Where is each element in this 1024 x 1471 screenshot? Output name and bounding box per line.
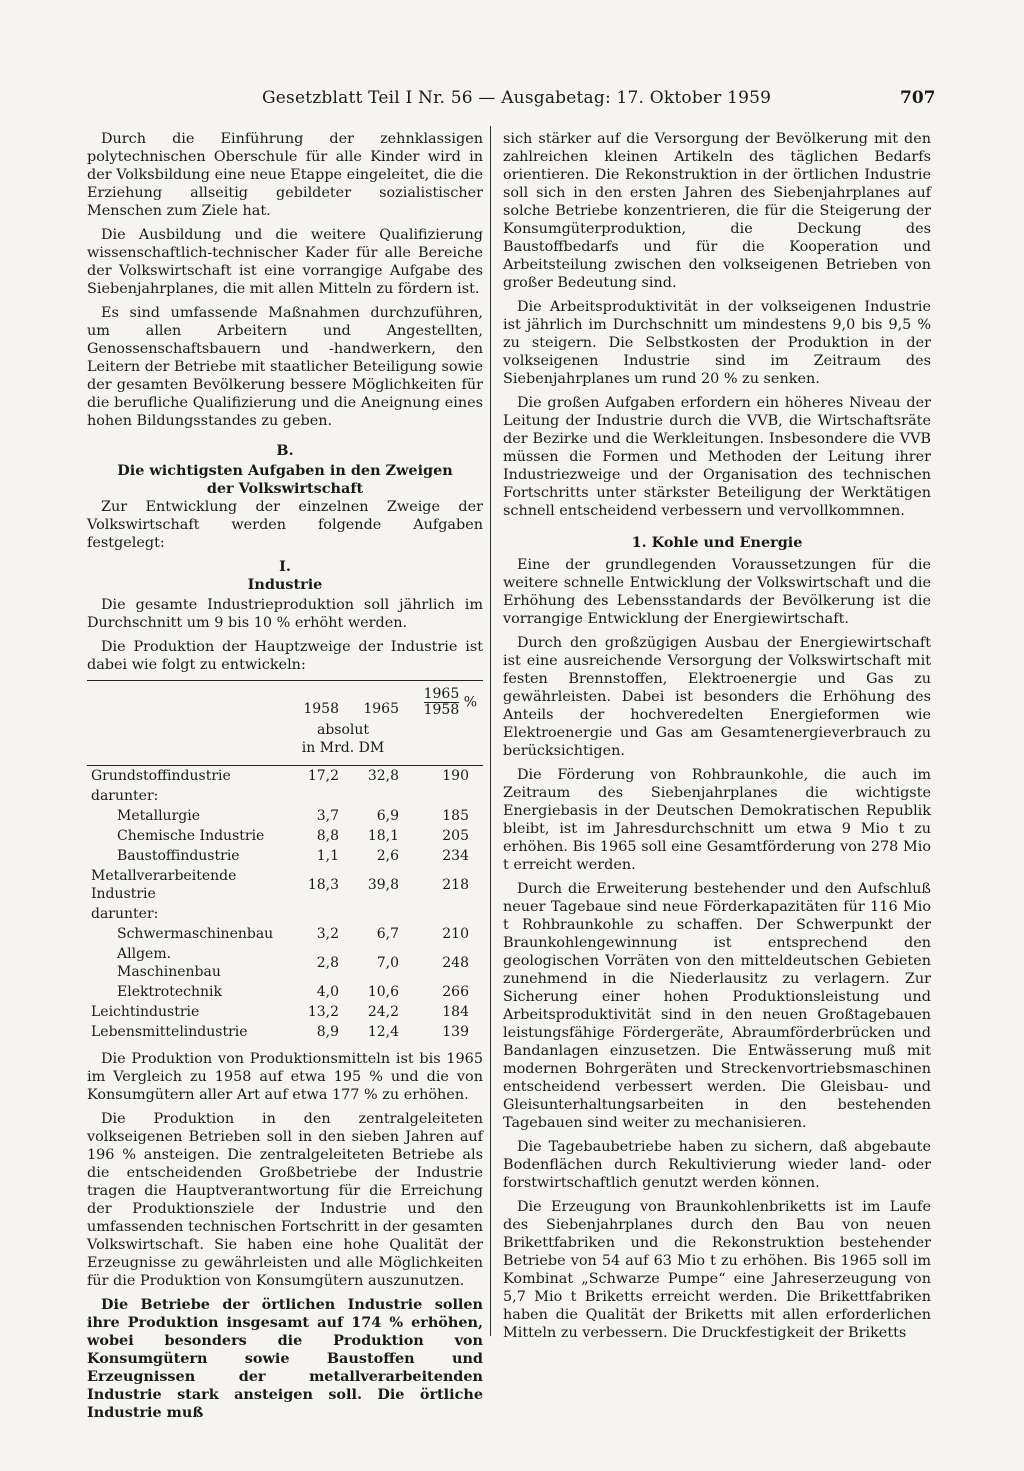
paragraph: Es sind umfassende Maßnahmen durchzuführen, um allen Arbeitern und Angestellten, Genossenschaftsbauern und -handwerkern, den Leitern der Betriebe mit staatlicher Beteiligung sowie der gesamten Bevölkerung bessere Möglichkeiten für die berufliche Qualifizierung und die Aneignung eines hohen Bildungsstandes zu geben. bbox=[87, 305, 483, 429]
value-percent: 266 bbox=[442, 984, 469, 1000]
value-percent: 185 bbox=[442, 808, 469, 824]
row-label: Leichtindustrie bbox=[91, 1004, 200, 1020]
column-header-1965: 1965 bbox=[343, 681, 403, 721]
paragraph: Zur Entwicklung der einzelnen Zweige der Volkswirtschaft werden folgende Aufgaben festgelegt: bbox=[87, 499, 483, 551]
value-percent: 218 bbox=[442, 877, 469, 893]
header-title: Gesetzblatt Teil I Nr. 56 — Ausgabetag: 17. Oktober 1959 bbox=[262, 88, 772, 108]
unit-line-2: in Mrd. DM bbox=[301, 740, 385, 756]
value-1958 bbox=[283, 786, 343, 806]
table-row bbox=[87, 866, 483, 904]
table-row bbox=[87, 846, 483, 866]
page-number: 707 bbox=[900, 88, 936, 108]
right-column bbox=[503, 130, 931, 1348]
paragraph: Die gesamte Industrieproduktion soll jährlich im Durchschnitt um 9 bis 10 % erhöht werden. bbox=[87, 597, 483, 631]
value-1958: 8,8 bbox=[316, 828, 339, 844]
table-header-row bbox=[87, 681, 483, 721]
paragraph: Durch den großzügigen Ausbau der Energiewirtschaft ist eine ausreichende Versorgung der Volkswirtschaft mit festen Brennstoffen, Elektroenergie und Gas zu gewährleisten. Dabei ist besonders die Erhöhung des Anteils der hochveredelten Energieformen wie Elektroenergie und Gas am Gesamtenergieverbrauch zu berücksichtigen. bbox=[503, 635, 931, 759]
value-percent: 184 bbox=[442, 1004, 469, 1020]
table-row bbox=[87, 806, 483, 826]
paragraph: Die Erzeugung von Braunkohlenbriketts ist im Laufe des Siebenjahrplanes durch den Bau von neuen Brikettfabriken und die Rekonstruktion bestehender Betriebe von 54 auf 63 Mio t zu erhöhen. Bis 1965 soll im Kombinat „Schwarze Pumpe“ eine Jahreserzeugung von 5,7 Mio t Briketts erreicht werden. Die Brikettfabriken haben die Qualität der Briketts mit allen erforderlichen Mitteln zu verbessern. Die Druckfestigkeit der Briketts bbox=[503, 1199, 931, 1341]
row-label: Metallurgie bbox=[117, 808, 200, 824]
paragraph: Die Produktion von Produktionsmitteln ist bis 1965 im Vergleich zu 1958 auf etwa 195 % und die von Konsumgütern aller Art auf etwa 177 % zu erhöhen. bbox=[87, 1051, 483, 1103]
paragraph: Die Förderung von Rohbraunkohle, die auch im Zeitraum des Siebenjahrplanes die wichtigste Energiebasis in der Deutschen Demokratischen Republik bleibt, ist im Jahresdurchschnitt um etwa 9 Mio t zu erhöhen. Bis 1965 soll eine Gesamtförderung von 278 Mio t erreicht werden. bbox=[503, 767, 931, 873]
section-title: 1. Kohle und Energie bbox=[631, 534, 803, 551]
value-1958: 4,0 bbox=[316, 984, 339, 1000]
subsection-title: Industrie bbox=[247, 576, 323, 593]
ratio-fraction bbox=[424, 687, 460, 718]
left-column bbox=[87, 130, 483, 1428]
table-row bbox=[87, 766, 483, 787]
value-1958: 3,2 bbox=[316, 926, 339, 942]
value-1965: 7,0 bbox=[376, 955, 399, 971]
row-label: darunter: bbox=[91, 788, 159, 804]
value-1958: 1,1 bbox=[316, 848, 339, 864]
paragraph: Eine der grundlegenden Voraussetzungen für die weitere schnelle Entwicklung der Volkswirtschaft und die Erhöhung des Lebensstandards der Bevölkerung ist die vorrangige Entwicklung der Energiewirtschaft. bbox=[503, 557, 931, 627]
row-label: darunter: bbox=[91, 906, 159, 922]
value-percent: 139 bbox=[442, 1024, 469, 1040]
ratio-unit: % bbox=[463, 694, 477, 711]
table-body bbox=[87, 766, 483, 1043]
value-percent bbox=[403, 904, 483, 924]
value-percent: 210 bbox=[442, 926, 469, 942]
row-label: Metallverarbeitende Industrie bbox=[91, 868, 237, 902]
paragraph: sich stärker auf die Versorgung der Bevölkerung mit den zahlreichen kleinen Artikeln des täglichen Bedarfs orientieren. Die Rekonstruktion in der örtlichen Industrie soll sich in den ersten Jahren des Siebenjahrplanes auf solche Betriebe konzentrieren, die für die Steigerung der Konsumgüterproduktion, die Deckung des Baustoffbedarfs und für die Kooperation und Arbeitsteilung zwischen den volkseigenen Betrieben von großer Bedeutung sind. bbox=[503, 131, 931, 291]
value-1965 bbox=[343, 786, 403, 806]
row-label: Chemische Industrie bbox=[117, 828, 265, 844]
column-divider bbox=[490, 126, 491, 1336]
value-percent: 248 bbox=[442, 955, 469, 971]
value-1965: 10,6 bbox=[367, 984, 399, 1000]
table-row bbox=[87, 904, 483, 924]
paragraph: Die Produktion der Hauptzweige der Industrie ist dabei wie folgt zu entwickeln: bbox=[87, 639, 483, 673]
value-1965: 6,7 bbox=[376, 926, 399, 942]
row-label: Baustoffindustrie bbox=[117, 848, 240, 864]
value-1958: 3,7 bbox=[316, 808, 339, 824]
row-label: Elektrotechnik bbox=[117, 984, 222, 1000]
ratio-numerator: 1965 bbox=[423, 686, 460, 702]
value-1958: 8,9 bbox=[316, 1024, 339, 1040]
table-row bbox=[87, 982, 483, 1002]
paragraph: Durch die Einführung der zehnklassigen polytechnischen Oberschule für alle Kinder wird in der Volksbildung eine neue Etappe eingeleitet, die die Erziehung allseitig gebildeter sozialistischer Menschen zum Ziele hat. bbox=[87, 131, 483, 219]
value-percent: 190 bbox=[442, 768, 469, 784]
value-percent bbox=[403, 786, 483, 806]
paragraph: Die Arbeitsproduktivität in der volkseigenen Industrie ist jährlich im Durchschnitt um mindestens 9,0 bis 9,5 % zu steigern. Die Selbstkosten der Produktion in der volkseigenen Industrie sind im Zeitraum des Siebenjahrplanes um rund 20 % zu senken. bbox=[503, 299, 931, 387]
value-1958 bbox=[283, 904, 343, 924]
table-row bbox=[87, 826, 483, 846]
page-header bbox=[0, 88, 1024, 114]
section-title: Die wichtigsten Aufgaben in den Zweigen der Volkswirtschaft bbox=[117, 462, 453, 497]
production-table bbox=[87, 680, 483, 1042]
row-label: Grundstoffindustrie bbox=[91, 768, 231, 784]
value-1965: 2,6 bbox=[376, 848, 399, 864]
paragraph: Die großen Aufgaben erfordern ein höheres Niveau der Leitung der Industrie durch die VVB, die Wirtschaftsräte der Bezirke und die Werkleitungen. Insbesondere die VVB müssen die Formen und Methoden der Leitung ihrer Industriezweige und der Organisation des technischen Fortschritts unter stärkster Beteiligung der Werktätigen schnell entscheidend verbessern und vervollkommnen. bbox=[503, 395, 931, 519]
value-1965: 39,8 bbox=[367, 877, 399, 893]
value-1958: 13,2 bbox=[307, 1004, 339, 1020]
row-label: Lebensmittelindustrie bbox=[91, 1024, 248, 1040]
table-row bbox=[87, 786, 483, 806]
value-1965: 32,8 bbox=[367, 768, 399, 784]
value-1958: 18,3 bbox=[307, 877, 339, 893]
value-1965: 6,9 bbox=[376, 808, 399, 824]
subsection-numeral: I. bbox=[279, 558, 291, 575]
value-1965: 24,2 bbox=[367, 1004, 399, 1020]
value-percent: 205 bbox=[442, 828, 469, 844]
value-percent: 234 bbox=[442, 848, 469, 864]
section-letter: B. bbox=[276, 442, 294, 459]
paragraph: Die Produktion in den zentralgeleiteten volkseigenen Betrieben soll in den sieben Jahren auf 196 % ansteigen. Die zentralgeleiteten Betriebe als die entscheidenden Großbetriebe der Industrie tragen die Hauptverantwortung für die Erreichung der Produktionsziele der Industrie und den umfassenden technischen Fortschritt in der gesamten Volkswirtschaft. Sie haben eine hohe Qualität der Erzeugnisse zu gewährleisten und alle Möglichkeiten für die Produktion von Konsumgütern auszunutzen. bbox=[87, 1111, 483, 1289]
paragraph: Die Ausbildung und die weitere Qualifizierung wissenschaftlich-technischer Kader für alle Bereiche der Volkswirtschaft ist eine vorrangige Aufgabe des Siebenjahrplanes, die mit allen Mitteln zu fördern ist. bbox=[87, 227, 483, 297]
value-1965 bbox=[343, 904, 403, 924]
value-1958: 2,8 bbox=[316, 955, 339, 971]
value-1958: 17,2 bbox=[307, 768, 339, 784]
table-row bbox=[87, 924, 483, 944]
value-1965: 12,4 bbox=[367, 1024, 399, 1040]
table-unit-row bbox=[87, 720, 483, 766]
table-row bbox=[87, 1002, 483, 1022]
column-header-ratio bbox=[403, 681, 483, 721]
row-label: Schwermaschinenbau bbox=[117, 926, 274, 942]
unit-line-1: absolut bbox=[316, 722, 370, 738]
column-header-1958: 1958 bbox=[283, 681, 343, 721]
value-1965: 18,1 bbox=[367, 828, 399, 844]
table-row bbox=[87, 1022, 483, 1042]
paragraph: Die Tagebaubetriebe haben zu sichern, daß abgebaute Bodenflächen durch Rekultivierung wieder land- oder forstwirtschaftlich genutzt werden können. bbox=[503, 1139, 931, 1191]
paragraph: Durch die Erweiterung bestehender und den Aufschluß neuer Tagebaue sind neue Förderkapazitäten für 116 Mio t Rohbraunkohle zu schaffen. Der Schwerpunkt der Braunkohlengewinnung ist entsprechend den geologischen Vorräten von den mitteldeutschen Gebieten zunehmend in die Niederlausitz zu verlagern. Zur Sicherung einer hohen Produktionsleistung und Arbeitsproduktivität sind in den neuen Großtagebauen leistungsfähige Fördergeräte, Abraumförderbrücken und Bandanlagen einzusetzen. Die Entwässerung muß mit modernen Bohrgeräten und Streckenvortriebsmaschinen entscheidend verbessert werden. Die Gleisbau- und Gleisunterhaltungsarbeiten in den bestehenden Tagebauen sind weiter zu mechanisieren. bbox=[503, 881, 931, 1131]
paragraph-bold: Die Betriebe der örtlichen Industrie sollen ihre Produktion insgesamt auf 174 % erhöhen, wobei besonders die Produktion von Konsumgütern sowie Baustoffen und Erzeugnissen der metallverarbeitenden Industrie stark ansteigen soll. Die örtliche Industrie muß bbox=[87, 1296, 483, 1421]
ratio-denominator: 1958 bbox=[423, 702, 460, 718]
table-row bbox=[87, 944, 483, 982]
row-label: Allgem. Maschinenbau bbox=[117, 946, 221, 980]
